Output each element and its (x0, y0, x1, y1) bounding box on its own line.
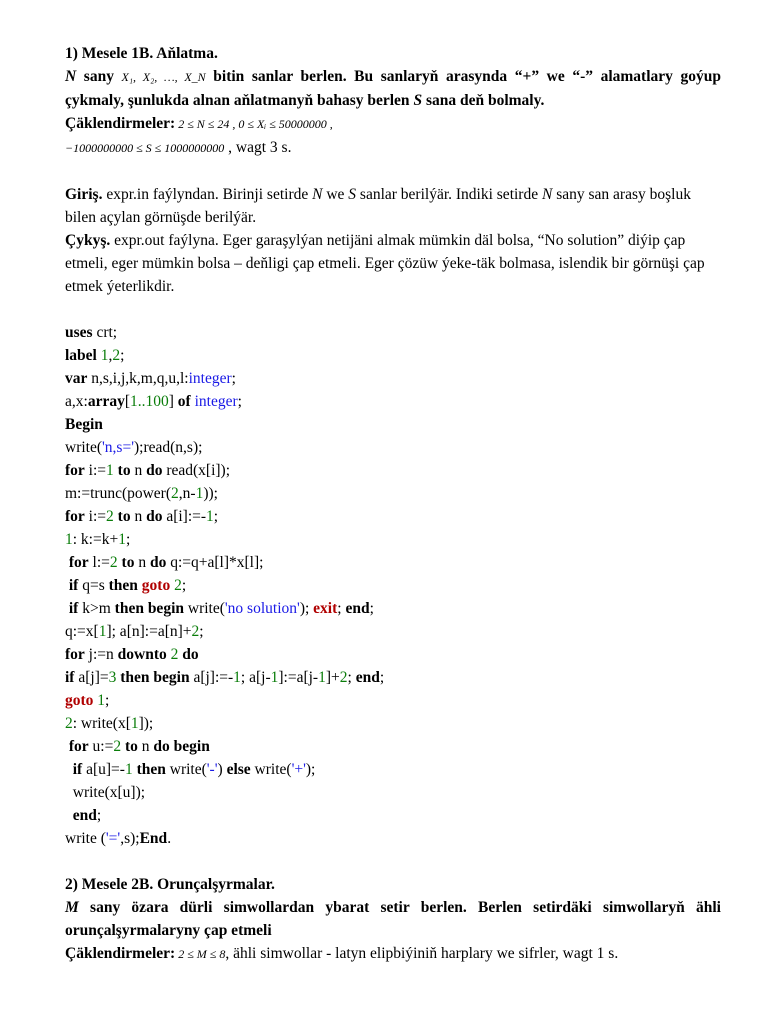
code-token: var (65, 370, 88, 387)
code-token: to (124, 738, 138, 755)
code-token: end (72, 807, 97, 824)
code-token: end (345, 600, 370, 617)
code-token: ] (168, 393, 178, 410)
stmt-text: sany özara dürli simwollardan ybarat setir berlen. Berlen setirdäki simwollaryň ähli orunçalşyrmalaryny çap etmeli (65, 899, 721, 939)
code-token: to (117, 508, 131, 525)
code-token: write( (184, 600, 225, 617)
code-token: read(x[i]); (162, 462, 231, 479)
code-token: 2 (113, 738, 122, 755)
code-line (65, 574, 721, 597)
code-token: ]:=a[j- (278, 669, 319, 686)
code-token: if (72, 761, 83, 778)
code-token: ]+ (325, 669, 340, 686)
code-token: q=s (78, 577, 109, 594)
code-line (65, 781, 721, 804)
code-token: 1 (130, 715, 139, 732)
code-token: 2 (171, 485, 179, 502)
code-token: 1 (318, 669, 326, 686)
code-token: 2 (170, 577, 182, 594)
code-token: if (65, 669, 75, 686)
code-token: l:= (88, 554, 110, 571)
code-token: do (146, 462, 163, 479)
problem1-input (65, 183, 721, 229)
code-token: 2 (65, 715, 73, 732)
problem1-constraints (65, 112, 721, 136)
problem1-statement (65, 65, 721, 112)
output-text: expr.out faýlyna. Eger garaşylýan netijäni almak mümkin däl bolsa, “No solution” diýip çap etmeli, eger mümkin bolsa – deňligi çap etmeli. Eger çözüw ýeke-täk bolmasa, islendik bir görnüşi çap etmek ýeterlikdir. (65, 232, 705, 295)
code-line (65, 505, 721, 528)
problem2-constraints (65, 942, 721, 966)
code-token: if (68, 600, 79, 617)
code-token: 1 (98, 623, 107, 640)
code-token: 2 (339, 669, 348, 686)
stmt-text: bitin sanlar berlen. Bu sanlaryň arasynda “+” we “-” alamatlary (205, 68, 673, 85)
code-token: ; (231, 370, 236, 387)
code-line (65, 482, 721, 505)
problem2-heading: 2) Mesele 2B. Orunçalşyrmalar. (65, 876, 275, 893)
code-token: ); (299, 600, 314, 617)
code-token: m:=trunc(power( (65, 485, 172, 502)
code-line (65, 551, 721, 574)
code-token: 2 (112, 347, 121, 364)
code-token: i:= (84, 462, 107, 479)
code-token: 1 (65, 531, 73, 548)
code-token: crt; (92, 324, 118, 341)
code-token: 1 (106, 462, 114, 479)
code-token: write( (65, 439, 103, 456)
code-token: for (65, 462, 85, 479)
var-N: N (541, 186, 553, 203)
code-token: a[u]=- (82, 761, 125, 778)
code-token: array (87, 393, 125, 410)
code-token: of (177, 393, 191, 410)
code-token (65, 807, 73, 824)
code-token: then (108, 577, 138, 594)
code-token: else (226, 761, 251, 778)
code-token: ; (120, 347, 125, 364)
code-token: ; (199, 623, 204, 640)
code-line (65, 643, 721, 666)
code-token: 'no solution' (224, 600, 300, 617)
formula-x-list: X₁, X₂, …, X_N (121, 70, 206, 84)
code-token: end (355, 669, 380, 686)
code-token: )); (203, 485, 218, 502)
code-token: a[j]= (74, 669, 109, 686)
input-text: expr.in faýlyndan. Birinji setirde (102, 186, 313, 203)
code-line (65, 735, 721, 758)
code-token: 1 (96, 347, 109, 364)
code-token: ]); (138, 715, 154, 732)
code-token: ; (96, 807, 102, 824)
stmt-text: sana deň bolmaly. (422, 92, 545, 109)
constraints-time: , wagt 3 s. (224, 139, 292, 156)
code-token: 2 (166, 646, 179, 663)
code-token: n,s,i,j,k,m,q,u,l: (87, 370, 189, 387)
code-token: integer (194, 393, 238, 410)
code-token: : k:=k+ (72, 531, 119, 548)
code-token: ,n- (178, 485, 196, 502)
problem1-constraints-2 (65, 136, 721, 160)
code-line (65, 413, 721, 436)
code-token (65, 784, 73, 801)
code-token: u:= (88, 738, 114, 755)
code-line (65, 344, 721, 367)
code-token: ); (305, 761, 316, 778)
stmt-text: sany (76, 68, 122, 85)
code-token: ; (213, 508, 219, 525)
code-token: a,x: (65, 393, 88, 410)
code-token: k>m (78, 600, 115, 617)
code-line (65, 620, 721, 643)
code-token: 1 (233, 669, 241, 686)
code-token: ; (181, 577, 187, 594)
code-token: write ( (65, 830, 106, 847)
code-token: 1..100 (130, 393, 169, 410)
code-token: '+' (291, 761, 306, 778)
code-token: exit (313, 600, 338, 617)
code-token: then begin (114, 600, 184, 617)
problem1-heading: 1) Mesele 1B. Aňlatma. (65, 45, 218, 62)
code-token: ; (369, 600, 374, 617)
code-token: : write(x[ (72, 715, 131, 732)
code-token: 1 (206, 508, 214, 525)
code-line (65, 804, 721, 827)
code-token: );read(n,s); (134, 439, 203, 456)
constraints-text: , ähli simwollar - latyn elipbiýiniň harplary we sifrler, wagt 1 s. (225, 945, 619, 962)
code-token: label (65, 347, 97, 364)
code-token: to (117, 462, 131, 479)
problem2-statement (65, 896, 721, 942)
input-text: we (322, 186, 349, 203)
code-token: 3 (108, 669, 117, 686)
code-token: ,s); (120, 830, 140, 847)
problem1-output (65, 229, 721, 298)
code-token: 2 (109, 554, 118, 571)
code-token: ; (237, 393, 242, 410)
code-token: j:=n (84, 646, 118, 663)
code-line (65, 390, 721, 413)
code-token: 1 (118, 531, 126, 548)
code-token: goto (141, 577, 171, 594)
code-token: for (68, 738, 89, 755)
code-token: for (65, 508, 85, 525)
code-token: for (65, 646, 85, 663)
code-token: 'n,s=' (102, 439, 134, 456)
input-text: sanlar berilýär. Indiki setirde (356, 186, 542, 203)
var-S: S (413, 92, 423, 109)
code-token: 1 (270, 669, 279, 686)
constraints-label: Çäklendirmeler: (65, 115, 176, 132)
var-N: N (65, 68, 77, 85)
code-token: downto (117, 646, 167, 663)
constraints-formula: 2 ≤ N ≤ 24 , 0 ≤ Xᵢ ≤ 50000000 , (175, 117, 333, 131)
code-line (65, 321, 721, 344)
code-line (65, 528, 721, 551)
code-token: 1 (93, 692, 106, 709)
code-token: End (139, 830, 168, 847)
code-token: '=' (105, 830, 121, 847)
document-page (65, 42, 721, 966)
var-N: N (312, 186, 323, 203)
code-token: if (68, 577, 79, 594)
code-token: Begin (65, 416, 103, 433)
code-token: do (149, 554, 167, 571)
code-token: n (137, 738, 154, 755)
code-token: for (68, 554, 89, 571)
code-line (65, 758, 721, 781)
code-line (65, 827, 721, 850)
code-token: do (146, 508, 163, 525)
code-token: ; (379, 669, 385, 686)
code-token (65, 761, 73, 778)
code-token: '-' (206, 761, 218, 778)
code-token: i:= (84, 508, 107, 525)
code-line (65, 597, 721, 620)
code-token: then (136, 761, 166, 778)
code-line (65, 459, 721, 482)
code-line (65, 666, 721, 689)
code-token: ; (125, 531, 131, 548)
code-token: write(x[u]); (72, 784, 146, 801)
code-token: to (121, 554, 135, 571)
code-listing (65, 321, 721, 850)
code-token: then begin (120, 669, 190, 686)
code-token: integer (188, 370, 232, 387)
code-token: ]; a[n]:=a[n]+ (106, 623, 192, 640)
code-token: 2 (191, 623, 200, 640)
code-token: 1 (195, 485, 204, 502)
code-token: ; (105, 692, 110, 709)
output-label: Çykyş. (65, 232, 111, 249)
code-token: ; (347, 669, 356, 686)
code-token: write( (250, 761, 292, 778)
var-S: S (348, 186, 357, 203)
code-token: [ (124, 393, 130, 410)
code-token: 1 (124, 761, 133, 778)
constraints-formula: 2 ≤ M ≤ 8 (175, 947, 226, 961)
code-token: do (182, 646, 199, 663)
code-token: a[j]:=- (189, 669, 234, 686)
input-label: Giriş. (65, 186, 103, 203)
constraints-label: Çäklendirmeler: (65, 945, 176, 962)
code-token: q:=x[ (65, 623, 99, 640)
stmt-text: goýup çykmaly, şunlukda alnan aňlatmanyň bahasy berlen (65, 68, 721, 109)
code-token: 2 (106, 508, 114, 525)
input-text: sany san arasy boşluk bilen açylan görnüşde berilýär. (65, 186, 691, 226)
code-line (65, 712, 721, 735)
var-M: M (65, 899, 79, 916)
code-line (65, 436, 721, 459)
code-line (65, 689, 721, 712)
code-token: n (130, 508, 147, 525)
code-token: ) (217, 761, 227, 778)
code-token: , (108, 347, 113, 364)
code-token: do begin (153, 738, 210, 755)
code-token: goto (65, 692, 94, 709)
code-token: n (134, 554, 150, 571)
constraints-formula: −1000000000 ≤ S ≤ 1000000000 (65, 141, 225, 155)
code-token: ; a[j- (240, 669, 271, 686)
code-token: q:=q+a[l]*x[l]; (166, 554, 264, 571)
code-line (65, 367, 721, 390)
code-token: n (130, 462, 147, 479)
code-token: uses (65, 324, 93, 341)
code-token: . (167, 830, 172, 847)
code-token: ; (337, 600, 346, 617)
code-token: write( (165, 761, 207, 778)
code-token: a[i]:=- (162, 508, 207, 525)
